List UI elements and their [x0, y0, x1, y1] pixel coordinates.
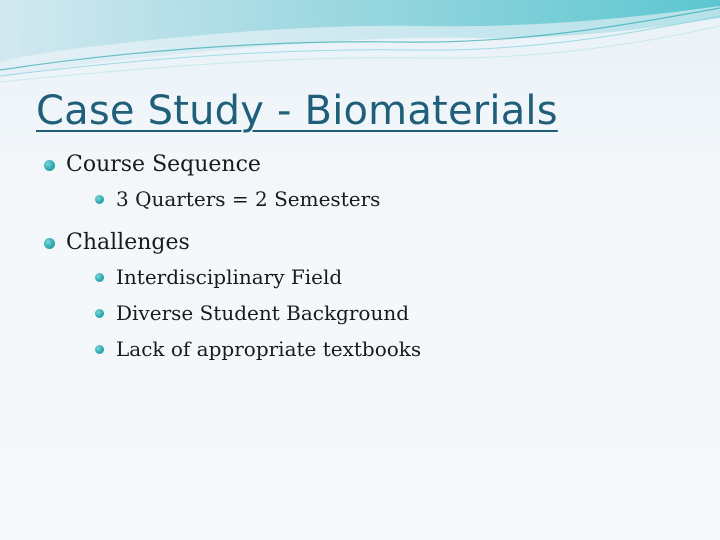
sub-bullet-text: Diverse Student Background	[116, 301, 410, 325]
bullet-dot-icon	[44, 238, 55, 249]
sub-bullet-dot-icon	[95, 273, 104, 282]
sub-bullet-dot-icon	[95, 309, 104, 318]
header-wave-decoration	[0, 0, 720, 90]
sub-bullet-dot-icon	[95, 195, 104, 204]
bullet-text: Course Sequence	[66, 152, 261, 177]
bullet-list	[44, 150, 684, 364]
slide-title: Case Study - Biomaterials	[36, 88, 558, 134]
sub-bullet-dot-icon	[95, 345, 104, 354]
bullet-text: Challenges	[66, 230, 190, 255]
bullet-item-course-sequence	[44, 150, 684, 214]
sub-bullet-text: 3 Quarters = 2 Semesters	[116, 187, 381, 211]
bullet-item-challenges	[44, 228, 684, 364]
slide-content	[44, 150, 684, 378]
bullet-dot-icon	[44, 160, 55, 171]
sub-bullet-item	[66, 334, 684, 364]
sub-bullet-list	[66, 184, 684, 214]
sub-bullet-item	[66, 184, 684, 214]
sub-bullet-list	[66, 262, 684, 364]
sub-bullet-item	[66, 262, 684, 292]
sub-bullet-text: Lack of appropriate textbooks	[116, 337, 422, 361]
sub-bullet-item	[66, 298, 684, 328]
sub-bullet-text: Interdisciplinary Field	[116, 265, 343, 289]
